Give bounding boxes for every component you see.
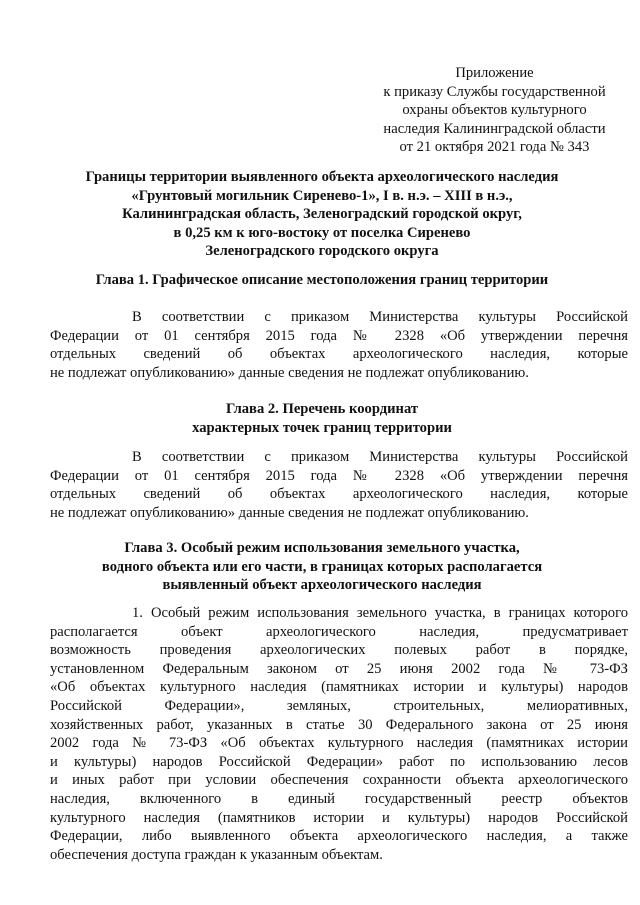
paragraph-line: В соответствии с приказом Министерства культуры Российской <box>132 449 628 465</box>
paragraph-line: Федерации, либо выявленного объекта археологического наследия, а также <box>50 828 628 845</box>
chapter1-heading <box>50 271 594 290</box>
paragraph-line: не подлежат опубликованию» данные сведения не подлежат опубликованию. <box>50 364 529 381</box>
appendix-line: наследия Калининградской области <box>383 120 606 137</box>
chapter3-heading-line: Глава 3. Особый режим использования земельного участка, <box>124 540 520 556</box>
appendix-line: от 21 октября 2021 года № 343 <box>399 139 590 156</box>
chapter1-heading-line: Глава 1. Графическое описание местоположения границ территории <box>95 272 549 288</box>
paragraph-line: установленном Федеральным законом от 25 июня 2002 года № 73-ФЗ <box>50 660 628 677</box>
title-line: в 0,25 км к юго-востоку от поселка Сиренево <box>173 224 471 241</box>
paragraph-line: Федерации от 01 сентября 2015 года № 2328 «Об утверждении перечня <box>50 327 628 344</box>
paragraph-line: В соответствии с приказом Министерства культуры Российской <box>132 309 628 325</box>
title-line: Границы территории выявленного объекта археологического наследия <box>85 169 559 185</box>
appendix-block <box>362 64 627 157</box>
paragraph-line: наследия, включенного в единый государственный реестр объектов <box>50 790 628 807</box>
paragraph-line: Российской Федерации», земляных, строительных, мелиоративных, <box>50 697 628 714</box>
chapter3-heading <box>50 539 594 595</box>
chapter3-heading-line: выявленный объект археологического наследия <box>162 577 482 594</box>
paragraph-line: отдельных сведений об объектах археологического наследия, которые <box>50 346 628 363</box>
paragraph-line: возможность проведения археологических полевых работ в порядке, <box>50 642 628 659</box>
paragraph-line: и иных работ при условии обеспечения сохранности объекта археологического <box>50 772 628 789</box>
paragraph-line: культурного наследия (памятников истории и культуры) народов Российской <box>50 809 628 826</box>
document-title <box>50 168 594 261</box>
appendix-line: к приказу Службы государственной <box>383 83 606 100</box>
chapter2-heading-line: Глава 2. Перечень координат <box>225 401 419 417</box>
paragraph-line: Федерации от 01 сентября 2015 года № 2328 «Об утверждении перечня <box>50 467 628 484</box>
paragraph-line: не подлежат опубликованию» данные сведения не подлежат опубликованию. <box>50 504 529 521</box>
paragraph-line: 1. Особый режим использования земельного участка, в границах которого <box>132 605 628 621</box>
paragraph-line: «Об объектах культурного наследия (памятниках истории и культуры) народов <box>50 679 628 696</box>
paragraph-line: располагается объект археологического наследия, предусматривает <box>50 623 628 640</box>
chapter3-heading-line: водного объекта или его части, в границах которых располагается <box>101 558 543 575</box>
title-line: «Грунтовый могильник Сиренево-1», I в. н.э. – XIII в н.э., <box>131 187 513 204</box>
paragraph-line: хозяйственных работ, указанных в статье 30 Федерального закона от 25 июня <box>50 716 628 733</box>
paragraph-line: отдельных сведений об объектах археологического наследия, которые <box>50 486 628 503</box>
appendix-line: Приложение <box>455 65 534 81</box>
chapter3-paragraph <box>50 604 628 864</box>
title-line: Зеленоградского городского округа <box>205 243 439 260</box>
chapter2-heading-line: характерных точек границ территории <box>192 419 452 436</box>
chapter1-paragraph <box>50 308 628 382</box>
title-line: Калининградская область, Зеленоградский городской округ, <box>122 206 522 223</box>
paragraph-line: 2002 года № 73-ФЗ «Об объектах культурного наследия (памятниках истории <box>50 735 628 752</box>
chapter2-heading <box>50 400 594 437</box>
paragraph-line: и культуры) народов Российской Федерации» работ по использованию лесов <box>50 753 628 770</box>
chapter2-paragraph <box>50 448 628 522</box>
appendix-line: охраны объектов культурного <box>402 102 587 119</box>
paragraph-line: обеспечения доступа граждан к указанным объектам. <box>50 846 383 863</box>
